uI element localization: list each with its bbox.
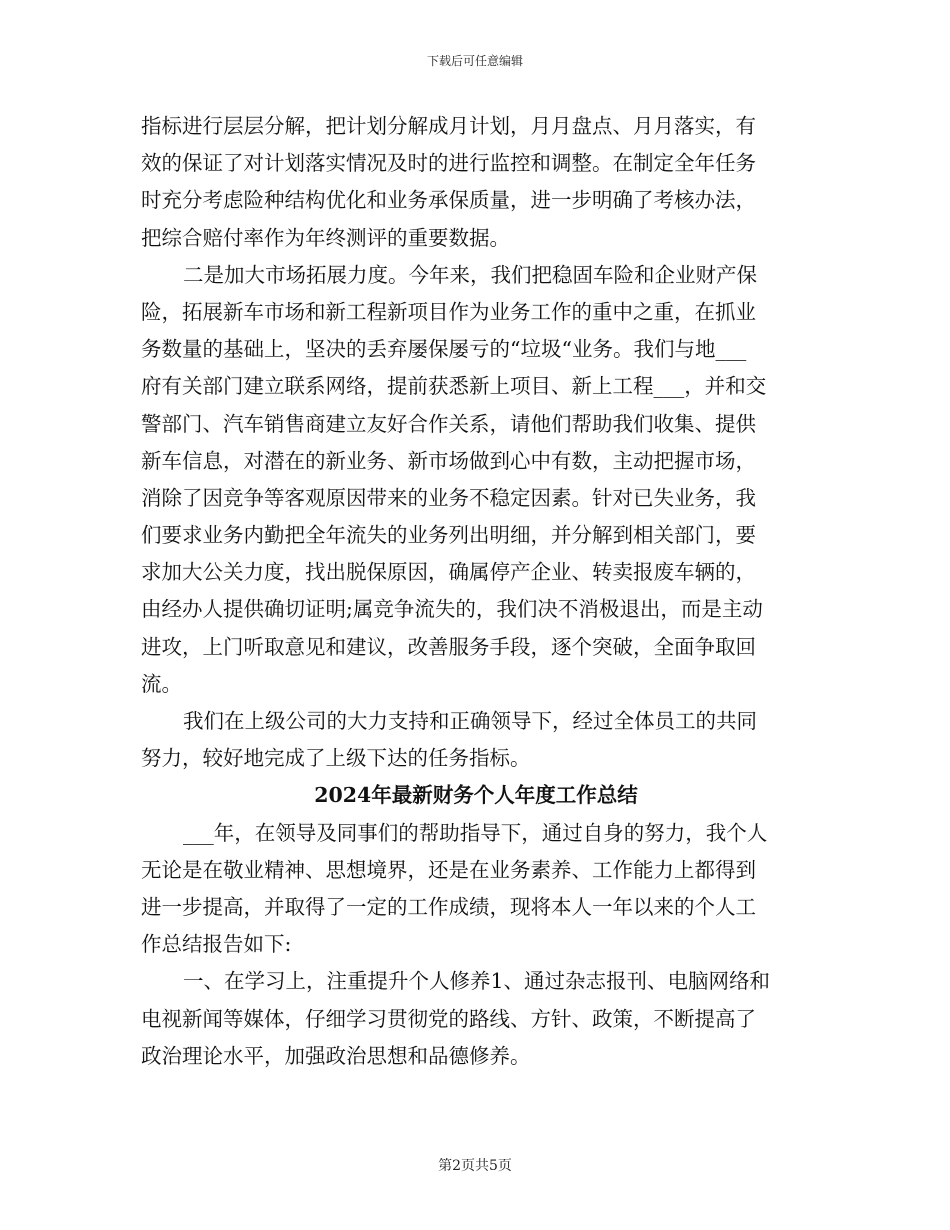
- paragraph-line: 由经办人提供确切证明;属竞争流失的，我们决不消极退出，而是主动: [141, 597, 763, 622]
- paragraph-line: 政治理论水平，加强政治思想和品德修养。: [141, 1043, 531, 1068]
- paragraph-line: 警部门、汽车销售商建立友好合作关系，请他们帮助我们收集、提供: [141, 411, 756, 436]
- paragraph-line: 流。: [141, 671, 182, 696]
- paragraph-line: 指标进行层层分解，把计划分解成月计划，月月盘点、月月落实，有: [141, 114, 756, 138]
- document-body: [141, 108, 811, 1075]
- paragraph-line: 进攻，上门听取意见和建议，改善服务手段，逐个突破，全面争取回: [141, 634, 756, 659]
- section-title: 2024年最新财务个人年度工作总结: [314, 783, 638, 808]
- paragraph-line: 求加大公关力度，找出脱保原因，确属停产企业、转卖报废车辆的，: [141, 560, 756, 585]
- paragraph-line: 作总结报告如下:: [141, 932, 292, 957]
- paragraph-line: ___年，在领导及同事们的帮助指导下，通过自身的努力，我个人: [183, 820, 768, 845]
- paragraph-line: 府有关部门建立联系网络，提前获悉新上项目、新上工程___，并和交: [141, 374, 767, 399]
- paragraph-line: 险，拓展新车市场和新工程新项目作为业务工作的重中之重，在抓业: [141, 299, 756, 324]
- page-header: 下载后可任意编辑: [426, 54, 523, 68]
- paragraph-line: 效的保证了对计划落实情况及时的进行监控和调整。在制定全年任务: [141, 151, 756, 176]
- page-number: 第2页共5页: [438, 1158, 512, 1174]
- paragraph-line: 二是加大市场拓展力度。今年来，我们把稳固车险和企业财产保: [183, 262, 757, 287]
- paragraph-line: 电视新闻等媒体，仔细学习贯彻党的路线、方针、政策，不断提高了: [141, 1006, 756, 1031]
- paragraph-line: 务数量的基础上，坚决的丢弃屡保屡亏的“垃圾“业务。我们与地___: [141, 337, 747, 362]
- paragraph-line: 无论是在敬业精神、思想境界，还是在业务素养、工作能力上都得到: [141, 857, 756, 882]
- paragraph-line: 把综合赔付率作为年终测评的重要数据。: [141, 225, 510, 250]
- paragraph-line: 时充分考虑险种结构优化和业务承保质量，进一步明确了考核办法，: [141, 188, 756, 213]
- paragraph-line: 新车信息，对潜在的新业务、新市场做到心中有数，主动把握市场，: [141, 448, 756, 473]
- paragraph-line: 努力，较好地完成了上级下达的任务指标。: [141, 746, 531, 771]
- paragraph-line: 一、在学习上，注重提升个人修养1、通过杂志报刊、电脑网络和: [183, 969, 771, 994]
- paragraph-line: 消除了因竞争等客观原因带来的业务不稳定因素。针对已失业务，我: [141, 485, 756, 510]
- paragraph-line: 我们在上级公司的大力支持和正确领导下，经过全体员工的共同: [183, 709, 757, 733]
- paragraph-line: 进一步提高，并取得了一定的工作成绩，现将本人一年以来的个人工: [141, 894, 756, 919]
- paragraph-line: 们要求业务内勤把全年流失的业务列出明细，并分解到相关部门，要: [141, 523, 756, 548]
